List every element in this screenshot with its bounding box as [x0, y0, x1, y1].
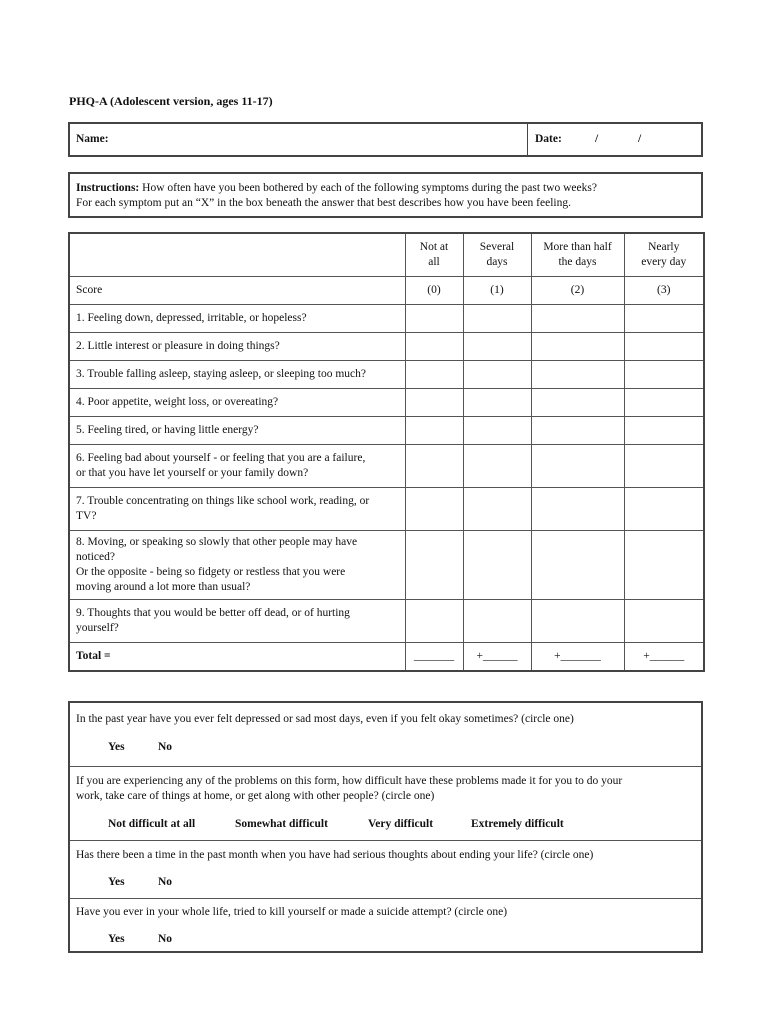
question-text: [76, 905, 687, 920]
answer-options: [108, 818, 564, 830]
answer-box[interactable]: [463, 389, 531, 417]
score-row: [69, 277, 704, 305]
name-date-divider: [527, 124, 528, 155]
symptom-table: [68, 232, 705, 672]
column-header-line: every day: [641, 256, 687, 268]
form-title: PHQ-A (Adolescent version, ages 11-17): [69, 94, 273, 108]
answer-options: [108, 741, 172, 753]
table-header-row: [69, 233, 704, 277]
symptom-label: [69, 389, 405, 417]
answer-box[interactable]: [463, 445, 531, 488]
symptom-label-line: noticed?: [76, 551, 115, 563]
score-value: (1): [463, 277, 531, 305]
column-header: [531, 233, 624, 277]
answer-box[interactable]: [463, 305, 531, 333]
answer-box[interactable]: [531, 333, 624, 361]
symptom-row: [69, 531, 704, 600]
symptom-label-line: TV?: [76, 510, 97, 522]
symptom-label: [69, 333, 405, 361]
answer-box[interactable]: [624, 389, 704, 417]
column-header-line: days: [486, 256, 508, 268]
column-header-line: Nearly: [648, 241, 680, 253]
answer-box[interactable]: [405, 445, 463, 488]
total-row: [69, 643, 704, 672]
answer-box[interactable]: [624, 531, 704, 600]
answer-box[interactable]: [463, 600, 531, 643]
answer-box[interactable]: [405, 600, 463, 643]
answer-option[interactable]: No: [158, 741, 173, 753]
answer-box[interactable]: [531, 600, 624, 643]
total-label: Total =: [69, 643, 405, 672]
symptom-row: [69, 333, 704, 361]
total-blank[interactable]: +_______: [531, 643, 624, 672]
question-section: [70, 766, 701, 841]
symptom-label-line: 4. Poor appetite, weight loss, or overeating?: [76, 396, 279, 408]
answer-box[interactable]: [531, 389, 624, 417]
instructions-box: [68, 172, 703, 218]
symptom-label: [69, 531, 405, 600]
answer-box[interactable]: [463, 417, 531, 445]
answer-option[interactable]: Very difficult: [368, 818, 434, 830]
answer-box[interactable]: [405, 361, 463, 389]
symptom-label: [69, 445, 405, 488]
symptom-label: [69, 600, 405, 643]
question-text: [76, 712, 687, 727]
answer-box[interactable]: [405, 531, 463, 600]
symptom-label-line: 7. Trouble concentrating on things like school work, reading, or: [76, 495, 370, 507]
answer-box[interactable]: [405, 488, 463, 531]
question-text: [76, 774, 687, 804]
date-separator: /: [638, 133, 642, 145]
date-separator: /: [595, 133, 599, 145]
answer-box[interactable]: [463, 488, 531, 531]
answer-box[interactable]: [405, 417, 463, 445]
answer-box[interactable]: [405, 389, 463, 417]
column-header-line: More than half: [543, 241, 612, 253]
column-header-line: all: [428, 256, 440, 268]
answer-box[interactable]: [624, 445, 704, 488]
symptom-label: [69, 361, 405, 389]
follow-up-questions-box: [68, 701, 703, 953]
answer-box[interactable]: [624, 361, 704, 389]
instructions-text: How often have you been bothered by each of the following symptoms during the past two weeks?: [142, 182, 597, 194]
answer-box[interactable]: [405, 305, 463, 333]
answer-box[interactable]: [531, 417, 624, 445]
symptom-row: [69, 305, 704, 333]
answer-option[interactable]: Yes: [108, 933, 125, 945]
symptom-label-line: 3. Trouble falling asleep, staying asleep, or sleeping too much?: [76, 368, 366, 380]
answer-box[interactable]: [463, 361, 531, 389]
header-empty-cell: [69, 233, 405, 277]
score-value: (0): [405, 277, 463, 305]
score-value: (2): [531, 277, 624, 305]
symptom-label: [69, 305, 405, 333]
column-header: [405, 233, 463, 277]
question-text-line: In the past year have you ever felt depressed or sad most days, even if you felt okay sometimes? (circle one): [76, 713, 574, 725]
name-date-box: [68, 122, 703, 157]
symptom-row: [69, 600, 704, 643]
symptom-label-line: 9. Thoughts that you would be better off dead, or of hurting: [76, 607, 350, 619]
name-label: Name:: [76, 133, 109, 145]
answer-option[interactable]: Somewhat difficult: [235, 818, 328, 830]
symptom-label: [69, 488, 405, 531]
question-text-line: If you are experiencing any of the problems on this form, how difficult have these problems made it for you to do your: [76, 775, 623, 787]
column-header: [463, 233, 531, 277]
symptom-label-line: yourself?: [76, 622, 119, 634]
symptom-label-line: Or the opposite - being so fidgety or restless that you were: [76, 566, 346, 578]
score-value: (3): [624, 277, 704, 305]
answer-box[interactable]: [624, 600, 704, 643]
answer-option[interactable]: No: [158, 876, 173, 888]
question-section: [70, 703, 701, 766]
answer-box[interactable]: [531, 361, 624, 389]
question-section: [70, 898, 701, 956]
question-text-line: work, take care of things at home, or get along with other people? (circle one): [76, 790, 435, 802]
answer-box[interactable]: [624, 488, 704, 531]
answer-box[interactable]: [405, 333, 463, 361]
answer-box[interactable]: [624, 417, 704, 445]
question-text: [76, 848, 687, 863]
answer-box[interactable]: [531, 305, 624, 333]
symptom-label-line: 6. Feeling bad about yourself - or feeling that you are a failure,: [76, 452, 366, 464]
column-header-line: Several: [479, 241, 515, 253]
symptom-label-line: 5. Feeling tired, or having little energy?: [76, 424, 259, 436]
symptom-label-line: 8. Moving, or speaking so slowly that other people may have: [76, 536, 358, 548]
answer-option[interactable]: Yes: [108, 741, 125, 753]
answer-options: [108, 876, 172, 888]
answer-options: [108, 933, 172, 945]
symptom-label: [69, 417, 405, 445]
column-header: [624, 233, 704, 277]
answer-box[interactable]: [463, 531, 531, 600]
question-section: [70, 840, 701, 899]
answer-box[interactable]: [624, 305, 704, 333]
answer-option[interactable]: Not difficult at all: [108, 818, 196, 830]
symptom-label-line: or that you have let yourself or your family down?: [76, 467, 309, 479]
symptom-row: [69, 389, 704, 417]
symptom-label-line: 2. Little interest or pleasure in doing things?: [76, 340, 280, 352]
total-blank[interactable]: +______: [624, 643, 704, 672]
symptom-label-line: 1. Feeling down, depressed, irritable, or hopeless?: [76, 312, 307, 324]
answer-box[interactable]: [624, 333, 704, 361]
answer-option[interactable]: Extremely difficult: [471, 818, 564, 830]
question-text-line: Have you ever in your whole life, tried to kill yourself or made a suicide attempt? (circle one): [76, 906, 508, 918]
answer-box[interactable]: [531, 445, 624, 488]
total-blank[interactable]: +______: [463, 643, 531, 672]
answer-box[interactable]: [463, 333, 531, 361]
total-blank[interactable]: _______: [405, 643, 463, 672]
symptom-row: [69, 417, 704, 445]
column-header-line: Not at: [419, 241, 449, 253]
date-label: Date:: [535, 133, 562, 145]
instructions-line-2: For each symptom put an “X” in the box beneath the answer that best describes how you have been feeling.: [76, 197, 571, 209]
answer-box[interactable]: [531, 488, 624, 531]
score-label: Score: [69, 277, 405, 305]
column-header-line: the days: [558, 256, 597, 268]
instructions-line-1: [76, 181, 695, 196]
symptom-label-line: moving around a lot more than usual?: [76, 581, 251, 593]
answer-option[interactable]: Yes: [108, 876, 125, 888]
answer-option[interactable]: No: [158, 933, 173, 945]
symptom-row: [69, 361, 704, 389]
instructions-label: Instructions:: [76, 182, 140, 194]
question-text-line: Has there been a time in the past month when you have had serious thoughts about ending your life? (circle one): [76, 849, 594, 861]
symptom-row: [69, 445, 704, 488]
answer-box[interactable]: [531, 531, 624, 600]
symptom-row: [69, 488, 704, 531]
